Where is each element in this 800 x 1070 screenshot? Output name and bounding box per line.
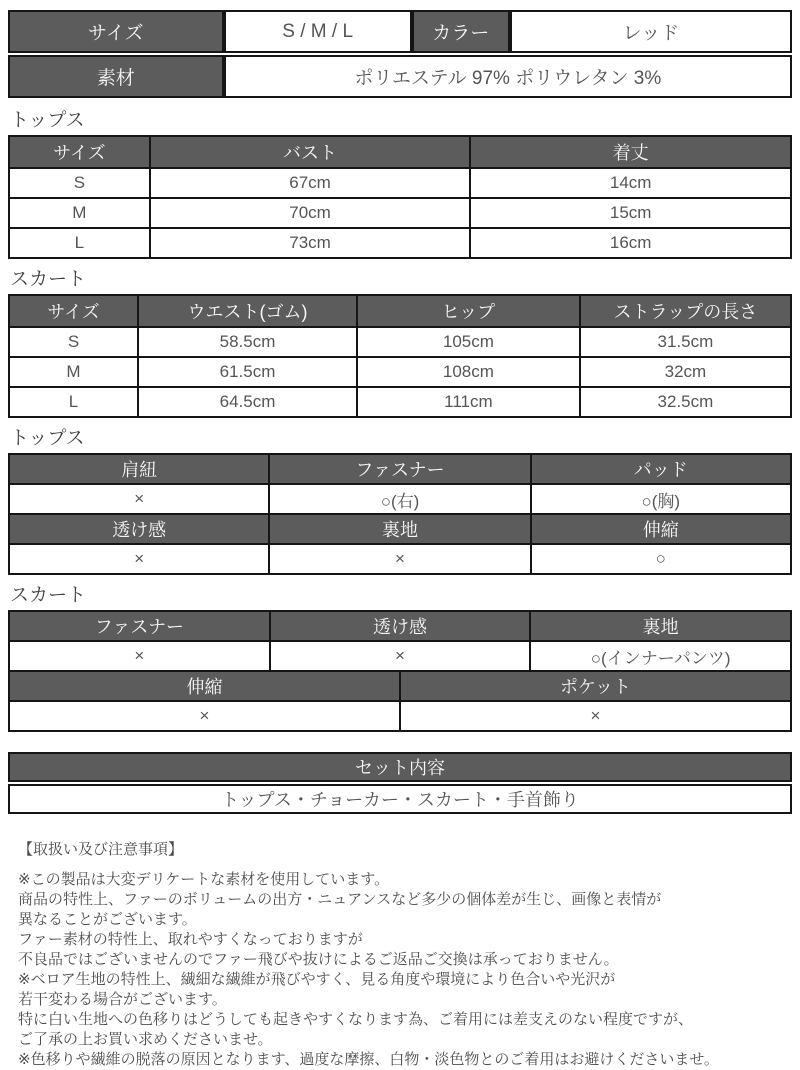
note-line: ご了承の上お買い求めくださいませ。 [18,1031,273,1048]
data-cell: 32cm [580,357,791,387]
tops-features-table [8,453,792,575]
data-cell: 15cm [470,198,791,228]
data-cell: 70cm [150,198,471,228]
table-row [8,55,792,98]
table-header-row [8,752,792,782]
table-row [9,484,791,514]
table-row [8,784,792,814]
data-cell: 108cm [357,357,580,387]
header-cell: サイズ [9,136,150,168]
data-cell: × [269,544,530,574]
data-cell: 73cm [150,228,471,258]
note-line: ※ベロア生地の特性上、繊細な繊維が飛びやすく、見る角度や環境により色合いや光沢が [18,971,616,988]
note-line: 異なることがございます。 [18,911,197,928]
skirt-features-table [8,610,792,732]
note-line: 特に白い生地への色移りはどうしても起きやすくなります為、ご着用には差支えのない程度ですが、 [18,1011,694,1028]
data-cell: 32.5cm [580,387,791,417]
header-cell: ファスナー [269,454,530,484]
header-cell: ファスナー [9,611,270,641]
table-row [9,387,791,417]
table-row [9,168,791,198]
header-cell: ヒップ [357,295,580,327]
table-row [9,198,791,228]
data-cell: S [9,327,138,357]
set-contents-value-cell: トップス・チョーカー・スカート・手首飾り [8,784,792,814]
header-cell: 伸縮 [531,514,791,544]
table-row [9,544,791,574]
header-cell: ポケット [400,671,791,701]
header-cell: 透け感 [270,611,531,641]
header-cell: 着丈 [470,136,791,168]
section-label-tops-features: トップス [10,428,85,449]
data-cell: × [400,701,791,731]
data-cell: ○(右) [269,484,530,514]
size-label-cell: サイズ [8,10,224,53]
tops-size-table [8,135,792,259]
table-row [9,641,791,671]
table-header-row [9,611,791,641]
skirt-size-table [8,294,792,418]
note-line: 商品の特性上、ファーのボリュームの出方・ニュアンスなど多少の個体差が生じ、画像と表情が [18,891,662,908]
note-line: ファー素材の特性上、取れやすくなっておりますが [18,931,363,948]
data-cell: ○(胸) [531,484,791,514]
data-cell: × [9,641,270,671]
data-cell: 31.5cm [580,327,791,357]
notes-heading: 【取扱い及び注意事項】 [18,841,184,858]
data-cell: 58.5cm [138,327,357,357]
table-header-row [9,136,791,168]
data-cell: 61.5cm [138,357,357,387]
material-value-cell: ポリエステル 97% ポリウレタン 3% [224,55,792,98]
note-line: ※この製品は大変デリケートな素材を使用しています。 [18,871,390,888]
data-cell: ○(インナーパンツ) [530,641,791,671]
data-cell: 64.5cm [138,387,357,417]
data-cell: L [9,228,150,258]
data-cell: ○ [531,544,791,574]
header-cell: バスト [150,136,471,168]
data-cell: × [9,544,269,574]
data-cell: × [9,484,269,514]
section-label-tops-size: トップス [10,110,85,131]
set-contents-table [8,750,792,816]
notes-block [18,870,792,1070]
table-row [9,327,791,357]
header-cell: 裏地 [530,611,791,641]
table-header-row [9,671,791,701]
data-cell: 16cm [470,228,791,258]
table-row [9,701,791,731]
note-line: 不良品ではございませんのでファー飛びや抜けによるご返品ご交換は承っておりません。 [18,951,619,968]
header-cell: ウエスト(ゴム) [138,295,357,327]
size-value-cell: S / M / L [224,10,412,53]
data-cell: L [9,387,138,417]
set-contents-header-cell: セット内容 [8,752,792,782]
table-header-row [9,514,791,544]
note-line: ※色移りや繊維の脱落の原因となります、過度な摩擦、白物・淡色物とのご着用はお避けくださいませ。 [18,1051,719,1068]
header-cell: パッド [531,454,791,484]
note-line: 若干変わる場合がございます。 [18,991,227,1008]
table-row [8,10,792,53]
data-cell: × [270,641,531,671]
header-cell: 裏地 [269,514,530,544]
data-cell: S [9,168,150,198]
spec-table [8,8,792,100]
data-cell: M [9,198,150,228]
data-cell: 111cm [357,387,580,417]
header-cell: サイズ [9,295,138,327]
section-label-skirt-features: スカート [10,585,87,606]
header-cell: 透け感 [9,514,269,544]
color-value-cell: レッド [510,10,792,53]
header-cell: 肩紐 [9,454,269,484]
header-cell: 伸縮 [9,671,400,701]
data-cell: M [9,357,138,387]
data-cell: × [9,701,400,731]
section-label-skirt-size: スカート [10,269,87,290]
table-row [9,228,791,258]
color-label-cell: カラー [412,10,510,53]
table-row [9,357,791,387]
table-header-row [9,454,791,484]
data-cell: 105cm [357,327,580,357]
material-label-cell: 素材 [8,55,224,98]
data-cell: 14cm [470,168,791,198]
data-cell: 67cm [150,168,471,198]
header-cell: ストラップの長さ [580,295,791,327]
table-header-row [9,295,791,327]
